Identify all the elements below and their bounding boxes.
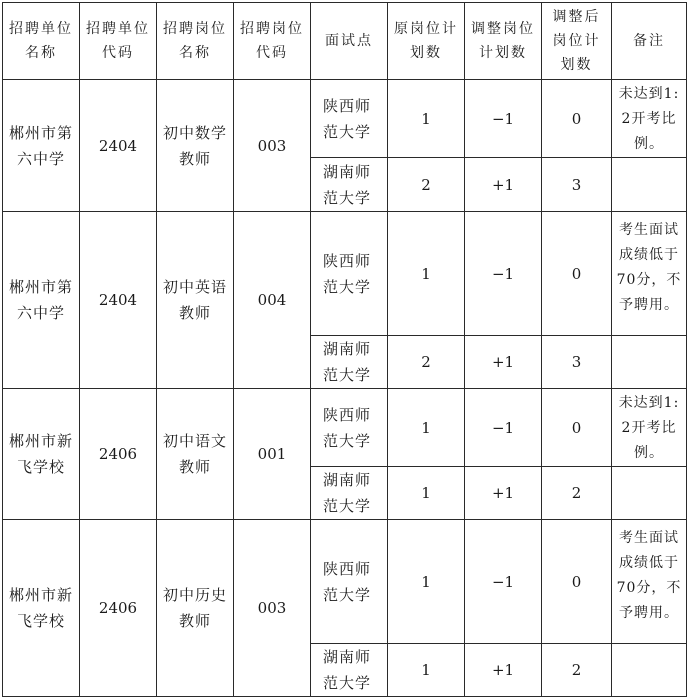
cell-original-plan: 2 (388, 158, 465, 212)
cell-remarks (612, 467, 687, 520)
cell-position-name: 初中语文教师 (157, 389, 234, 520)
cell-adjusted-plan: 0 (542, 212, 612, 336)
cell-unit-name: 郴州市新飞学校 (3, 389, 80, 520)
position-adjustment-table (2, 2, 687, 697)
cell-unit-code: 2406 (80, 389, 157, 520)
cell-adjust-plan: +1 (465, 644, 542, 697)
header-unit-code: 招聘单位代码 (80, 3, 157, 80)
cell-remarks: 未达到1:2开考比例。 (612, 80, 687, 158)
cell-unit-code: 2406 (80, 520, 157, 697)
table-row (3, 212, 687, 336)
adjustment-table-wrapper (2, 2, 687, 697)
cell-original-plan: 2 (388, 336, 465, 389)
cell-adjusted-plan: 0 (542, 80, 612, 158)
cell-remarks (612, 644, 687, 697)
cell-remarks: 未达到1:2开考比例。 (612, 389, 687, 467)
cell-adjust-plan: −1 (465, 212, 542, 336)
cell-position-name: 初中英语教师 (157, 212, 234, 389)
header-position-code: 招聘岗位代码 (234, 3, 311, 80)
cell-adjust-plan: +1 (465, 158, 542, 212)
cell-interview-site: 湖南师范大学 (311, 644, 388, 697)
cell-interview-site: 陕西师范大学 (311, 389, 388, 467)
cell-position-code: 001 (234, 389, 311, 520)
cell-unit-code: 2404 (80, 212, 157, 389)
cell-position-code: 003 (234, 520, 311, 697)
header-interview-site: 面试点 (311, 3, 388, 80)
cell-original-plan: 1 (388, 212, 465, 336)
cell-interview-site: 陕西师范大学 (311, 212, 388, 336)
cell-original-plan: 1 (388, 467, 465, 520)
header-position-name: 招聘岗位名称 (157, 3, 234, 80)
header-remarks: 备注 (612, 3, 687, 80)
table-row (3, 520, 687, 644)
cell-remarks (612, 158, 687, 212)
cell-interview-site: 陕西师范大学 (311, 80, 388, 158)
cell-adjust-plan: −1 (465, 520, 542, 644)
cell-adjust-plan: −1 (465, 80, 542, 158)
cell-position-name: 初中数学教师 (157, 80, 234, 212)
cell-original-plan: 1 (388, 389, 465, 467)
cell-adjusted-plan: 0 (542, 520, 612, 644)
cell-unit-name: 郴州市第六中学 (3, 212, 80, 389)
cell-adjusted-plan: 2 (542, 644, 612, 697)
header-original-plan: 原岗位计划数 (388, 3, 465, 80)
cell-position-name: 初中历史教师 (157, 520, 234, 697)
table-header-row (3, 3, 687, 80)
table-row (3, 389, 687, 467)
cell-interview-site: 陕西师范大学 (311, 520, 388, 644)
cell-adjust-plan: −1 (465, 389, 542, 467)
cell-interview-site: 湖南师范大学 (311, 336, 388, 389)
header-adjust-plan: 调整岗位计划数 (465, 3, 542, 80)
cell-position-code: 004 (234, 212, 311, 389)
cell-adjusted-plan: 3 (542, 158, 612, 212)
cell-adjusted-plan: 0 (542, 389, 612, 467)
cell-interview-site: 湖南师范大学 (311, 467, 388, 520)
cell-adjusted-plan: 3 (542, 336, 612, 389)
cell-remarks: 考生面试成绩低于70分，不予聘用。 (612, 212, 687, 336)
cell-unit-name: 郴州市第六中学 (3, 80, 80, 212)
table-row (3, 80, 687, 158)
cell-adjust-plan: +1 (465, 336, 542, 389)
cell-adjust-plan: +1 (465, 467, 542, 520)
cell-unit-code: 2404 (80, 80, 157, 212)
cell-interview-site: 湖南师范大学 (311, 158, 388, 212)
header-adjusted-plan: 调整后岗位计划数 (542, 3, 612, 80)
cell-adjusted-plan: 2 (542, 467, 612, 520)
cell-original-plan: 1 (388, 644, 465, 697)
cell-original-plan: 1 (388, 520, 465, 644)
cell-unit-name: 郴州市新飞学校 (3, 520, 80, 697)
cell-remarks: 考生面试成绩低于70分，不予聘用。 (612, 520, 687, 644)
cell-remarks (612, 336, 687, 389)
header-unit-name: 招聘单位名称 (3, 3, 80, 80)
cell-original-plan: 1 (388, 80, 465, 158)
cell-position-code: 003 (234, 80, 311, 212)
